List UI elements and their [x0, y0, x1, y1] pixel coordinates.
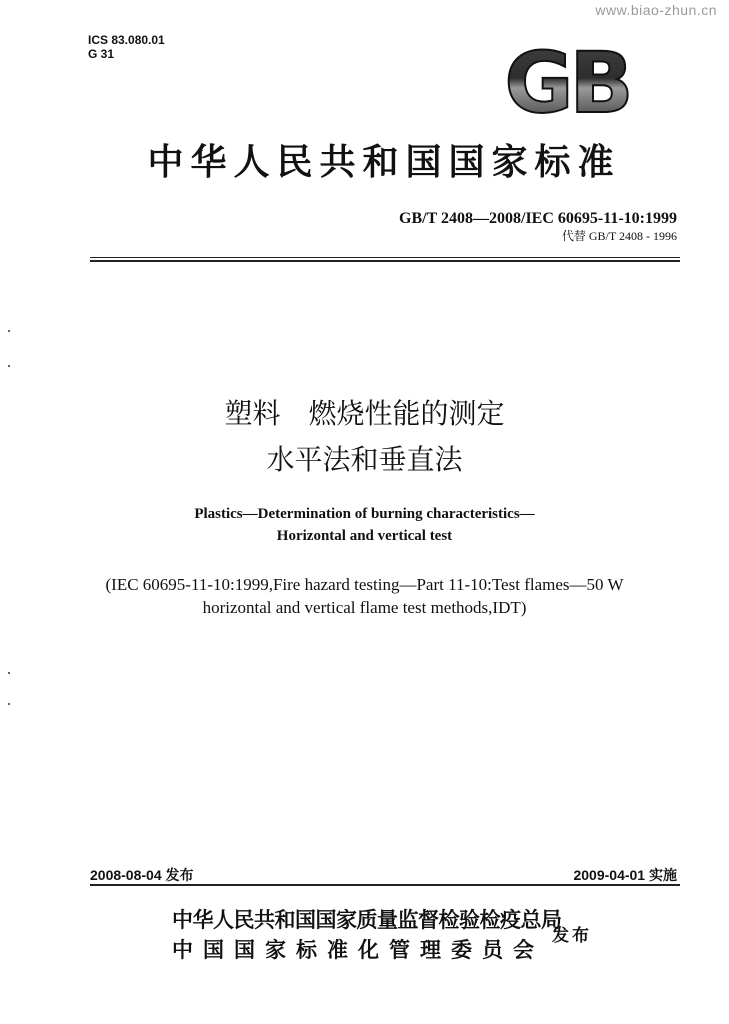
- classification-codes: [88, 33, 165, 61]
- national-standard-title: 中华人民共和国国家标准: [147, 142, 621, 183]
- iec-reference-line-1: (IEC 60695-11-10:1999,Fire hazard testing—Part 11-10:Test flames—50 W: [105, 575, 624, 594]
- issuer-aqsiq: 中华人民共和国国家质量监督检验检疫总局: [172, 908, 562, 932]
- scan-speck: [8, 330, 10, 332]
- gb-logo-text: GB: [504, 40, 630, 122]
- watermark-url: www.biao-zhun.cn: [595, 2, 717, 18]
- header-divider-thin: [90, 257, 680, 258]
- header-divider-thick: [90, 260, 680, 262]
- chinese-title-line-1: 塑料 燃烧性能的测定: [224, 397, 505, 430]
- footer-divider: [90, 884, 680, 886]
- scan-speck: [8, 703, 10, 705]
- replaces-standard: 代替 GB/T 2408 - 1996: [561, 229, 677, 243]
- publish-label: 发布: [552, 926, 592, 946]
- chinese-title-line-2: 水平法和垂直法: [266, 443, 463, 476]
- ics-code: ICS 83.080.01: [88, 33, 165, 47]
- english-title-line-2: Horizontal and vertical test: [276, 528, 453, 544]
- iec-reference-line-2: horizontal and vertical flame test methods,IDT): [202, 598, 527, 617]
- implementation-date: 2009-04-01 实施: [573, 867, 677, 883]
- standard-number: GB/T 2408—2008/IEC 60695-11-10:1999: [399, 210, 677, 227]
- issuer-sac: 中国国家标准化管理委员会: [172, 938, 544, 962]
- ccs-code: G 31: [88, 47, 115, 61]
- english-title-line-1: Plastics—Determination of burning characteristics—: [194, 506, 535, 522]
- issue-date: 2008-08-04 发布: [90, 867, 194, 883]
- gb-logo: [492, 40, 642, 122]
- scan-speck: [8, 672, 10, 674]
- scan-speck: [8, 365, 10, 367]
